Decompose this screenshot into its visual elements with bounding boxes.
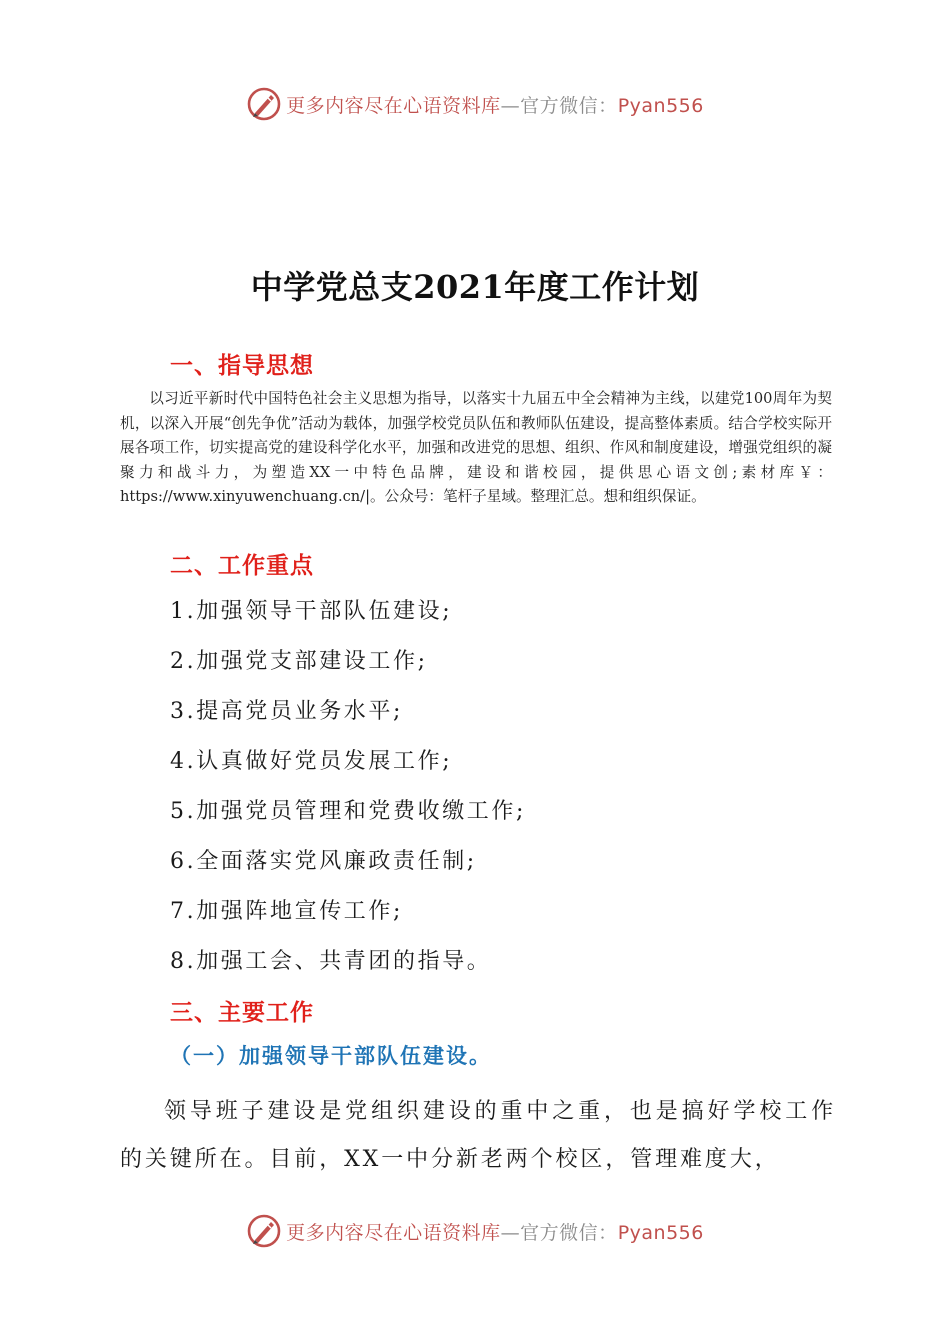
watermark-main-text: 更多内容尽在心语资料库 [286,94,501,117]
watermark-wechat-label: 官方微信： [520,1221,618,1244]
main-work-paragraph: 领导班子建设是党组织建设的重中之重，也是搞好学校工作的关键所在。目前，XX一中分新老两个校区，管理难度大， [120,1099,836,1172]
subsection-heading-leadership: （一）加强领导干部队伍建设。 [170,1043,492,1068]
list-item: 6.全面落实党风廉政责任制; [170,849,477,874]
watermark-dash: — [500,1221,521,1244]
watermark-dash: — [500,94,521,117]
watermark-wechat-label: 官方微信： [520,94,618,117]
watermark-banner-top [0,84,950,124]
watermark-wechat-id: Pyan556 [617,1221,704,1244]
section-heading-guiding: 一、指导思想 [170,353,314,379]
focus-list [170,591,526,991]
list-item: 5.加强党员管理和党费收缴工作; [170,799,527,824]
list-item: 8.加强工会、共青团的指导。 [170,949,492,974]
section-heading-focus: 二、工作重点 [170,553,314,579]
list-item: 1.加强领导干部队伍建设; [170,599,453,624]
list-item: 3.提高党员业务水平; [170,699,404,724]
list-item: 7.加强阵地宣传工作; [170,899,404,924]
list-item: 2.加强党支部建设工作; [170,649,428,674]
section-heading-main-work: 三、主要工作 [170,1000,314,1026]
pen-logo-icon [246,86,282,122]
watermark-banner-bottom [0,1211,950,1251]
guiding-paragraph: 以习近平新时代中国特色社会主义思想为指导，以落实十九届五中全会精神为主线，以建党100周年为契机，以深入开展“创先争优”活动为载体，加强学校党员队伍和教师队伍建设，提高整体素质。结合学校实际开展各项工作，切实提高党的建设科学化水平，加强和改进党的思想、组织、作风和制度建设，增强党组织的凝聚力和战斗力，为塑造XX一中特色品牌，建设和谐校园，提供思心语文创;素材库￥：https://www.xinyuwenchuang.cn/|。公众号：笔杆子星域。整理汇总。想和组织保证。 [120,390,832,506]
document-title: 中学党总支2021年度工作计划 [250,268,700,306]
watermark-main-text: 更多内容尽在心语资料库 [286,1221,501,1244]
pen-logo-icon [246,1213,282,1249]
list-item: 4.认真做好党员发展工作; [170,749,453,774]
watermark-wechat-id: Pyan556 [617,94,704,117]
